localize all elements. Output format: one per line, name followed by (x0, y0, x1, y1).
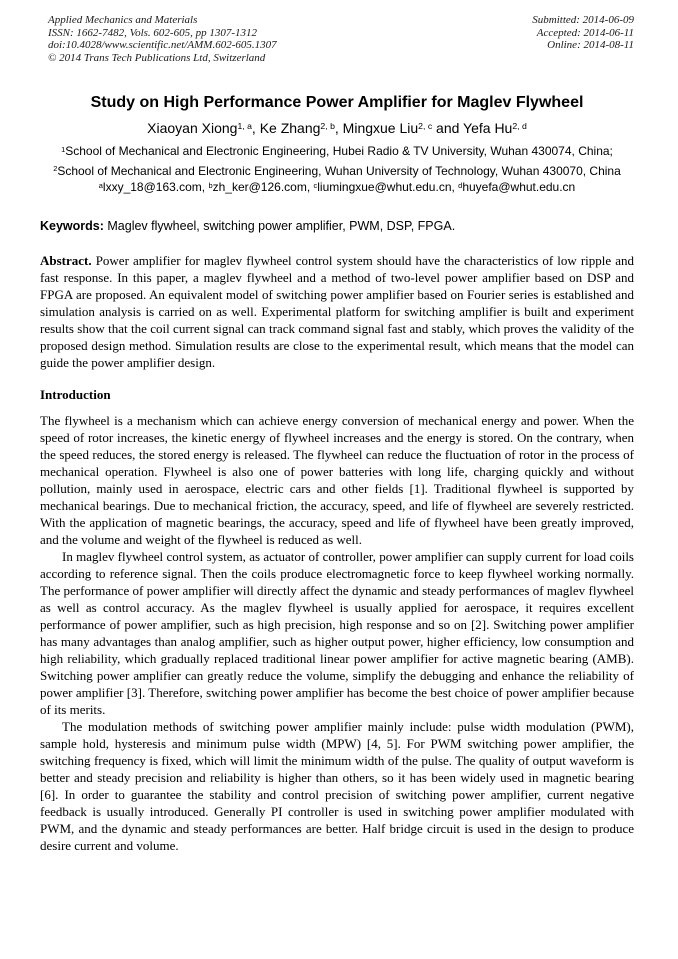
email-superscript: d (458, 180, 463, 190)
abstract (40, 252, 634, 371)
section-paragraphs (40, 412, 634, 854)
email-text: huyefa@whut.edu.cn (462, 180, 576, 194)
journal-info (48, 14, 277, 64)
affiliation-text: School of Mechanical and Electronic Engineering, Wuhan University of Technology, Wuhan 430070, China (57, 163, 621, 178)
author-name: Yefa Hu (463, 120, 513, 136)
section-heading: Introduction (40, 387, 111, 402)
keywords-label: Keywords: (40, 219, 104, 233)
body-paragraph: In maglev flywheel control system, as actuator of controller, power amplifier can supply current for load coils according to reference signal. Then the coils produce electromagnetic force to keep flywheel working normally. The performance of power amplifier will directly affect the dynamic and steady performances of maglev flywheel as well as control accuracy. As the maglev flywheel is usually applied for aerospace, it requires excellent performance of power amplifier, such as high precision, high response and so on [2]. Switching power amplifier has many advantages than analog amplifier, such as higher output power, higher efficiency, low consumption and high reliability, which gradually replaced traditional linear power amplifier for active magnetic bearing (AMB). Switching power amplifier can greatly reduce the volume, simplify the debugging and enhance the reliability of power amplifier [3]. Therefore, switching power amplifier has become the best choice of power amplifier because of its merits. (40, 549, 634, 717)
body-paragraph: The modulation methods of switching power amplifier mainly include: pulse width modulation (PWM), sample hold, hysteresis and minimum pulse width (MPW) [4, 5]. For PWM switching power amplifier, the switching frequency is fixed, which will limit the minimum width of the pulse. The quality of output waveform is better and steady precision and reliability is higher than others, so it has been widely used in magnetic bearing [6]. In order to guarantee the stability and control precision of switching power amplifier, current negative feedback is usually introduced. Generally PI controller is used in switching power amplifier modulated with PWM, and the dynamic and steady performances are better. Half bridge circuit is used in the design to produce desire current and volume. (40, 719, 634, 853)
author-name: Mingxue Liu (342, 120, 419, 136)
email-text: zh_ker@126.com, (212, 180, 314, 194)
email-superscript: b (208, 180, 213, 190)
author-emails (40, 180, 634, 195)
author-separator: , (334, 120, 343, 136)
journal-header (48, 14, 634, 64)
author-superscript: 1, a (237, 121, 252, 132)
keywords-line (40, 218, 634, 234)
keywords-text: Maglev flywheel, switching power amplifier, PWM, DSP, FPGA. (103, 219, 456, 233)
affiliation (50, 164, 625, 180)
submission-date-line: Accepted: 2014-06-11 (536, 26, 634, 39)
submission-date-line: Submitted: 2014-06-09 (532, 14, 634, 26)
paper-title: Study on High Performance Power Amplifier for Maglev Flywheel (90, 94, 584, 111)
author-superscript: 2, b (320, 121, 335, 132)
author-name: Ke Zhang (259, 120, 321, 136)
author-superscript: 2, c (418, 121, 433, 132)
affiliation-superscript: 1 (61, 144, 66, 154)
journal-info-line: ISSN: 1662-7482, Vols. 602-605, pp 1307-1312 (48, 26, 257, 39)
affiliation-text: School of Mechanical and Electronic Engineering, Hubei Radio & TV University, Wuhan 430074, China; (65, 144, 613, 158)
author-name: Xiaoyan Xiong (147, 120, 238, 136)
abstract-text: Power amplifier for maglev flywheel control system should have the characteristics of low ripple and fast response. In this paper, a maglev flywheel and a method of two-level power amplifier based on DSP and FPGA are proposed. An equivalent model of switching power amplifier based on Fourier series is established and simulation analysis is carried on as well. Experimental platform for switching amplifier is built and experiment results show that the coil current signal can track command signal fast and stably, which proves the validity of the proposed design method. Simulation results are close to the experimental result, which means that the model can guide the power amplifier design. (40, 253, 634, 370)
email-superscript: a (98, 180, 103, 190)
authors-line (40, 119, 634, 137)
affiliation-superscript: 2 (53, 164, 58, 174)
email-superscript: c (313, 180, 318, 190)
journal-info-line: doi:10.4028/www.scientific.net/AMM.602-605.1307 (48, 39, 277, 51)
submission-date-line: Online: 2014-08-11 (547, 39, 634, 51)
journal-info-line: © 2014 Trans Tech Publications Ltd, Switzerland (48, 51, 266, 64)
email-text: lxxy_18@163.com, (102, 180, 209, 194)
section-introduction (40, 386, 634, 854)
submission-dates (532, 14, 634, 64)
email-text: liumingxue@whut.edu.cn, (317, 180, 459, 194)
author-superscript: 2, d (512, 121, 527, 132)
journal-info-line: Applied Mechanics and Materials (48, 14, 198, 26)
affiliation (50, 144, 625, 160)
author-separator: , (251, 120, 260, 136)
body-paragraph: The flywheel is a mechanism which can achieve energy conversion of mechanical energy and power. When the speed of rotor increases, the kinetic energy of flywheel increases and the energy is stored. On the contrary, when the speed reduces, the stored energy is released. The flywheel can reduce the fluctuation of rotor in the process of mechanical operation. Flywheel is also one of power batteries with long life, charging quickly and without pollution, mainly used in aerospace, electric cars and other fields [1]. Traditional flywheel is supported by mechanical bearings. Due to mechanical friction, the accuracy, speed, and life of flywheel are severely restricted. With the application of magnetic bearings, the accuracy, speed and life of flywheel have been greatly improved, and the volume and weight of the flywheel is reduced as well. (40, 413, 634, 547)
affiliations (40, 144, 634, 179)
author-separator: and (432, 120, 464, 136)
abstract-label: Abstract. (40, 253, 92, 268)
